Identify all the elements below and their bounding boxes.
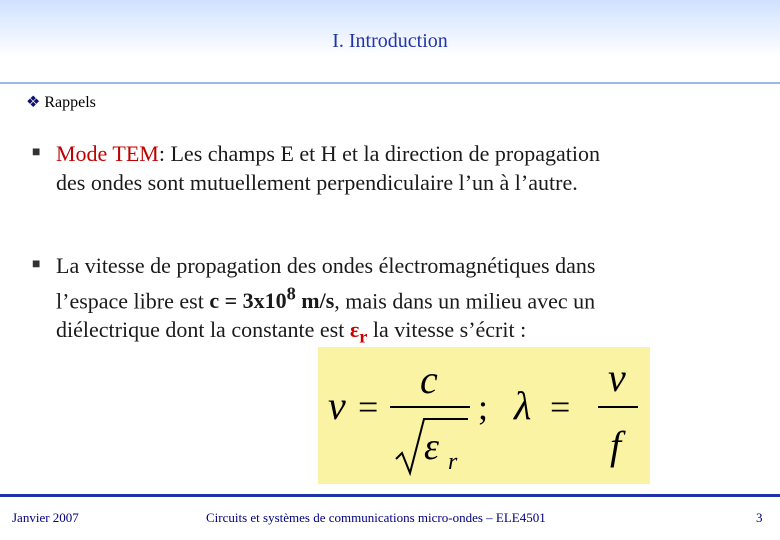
section-heading	[26, 92, 96, 112]
bullet2-line1: La vitesse de propagation des ondes électromagnétiques dans	[56, 253, 596, 278]
formula-c: c	[420, 357, 438, 402]
bullet-paragraph-1	[56, 139, 756, 197]
footer-divider	[0, 494, 780, 497]
speed-of-light: $c = 3x10^8$ m/s	[209, 284, 335, 314]
bullet2-line2a: l’espace libre est	[56, 288, 210, 314]
bullet2-line3a: diélectrique dont la constante est	[56, 317, 350, 343]
formula-subscript-r: r	[448, 449, 458, 475]
formula-v-numerator: v	[608, 355, 626, 400]
formula-semicolon: ;	[478, 387, 489, 427]
square-bullet-icon: ■	[32, 145, 41, 160]
footer-date: Janvier 2007	[12, 510, 79, 525]
bullet-paragraph-2	[56, 251, 756, 352]
slide-title: I. Introduction	[332, 30, 448, 52]
footer-course: Circuits et systèmes de communications micro-ondes – ELE4501	[206, 510, 546, 525]
bullet1-line1: : Les champs E et H et la direction de propagation	[158, 141, 600, 166]
formula-lambda: λ	[514, 383, 532, 428]
formula-equals-1: =	[358, 387, 379, 427]
formula-svg	[318, 347, 650, 484]
formula-image	[318, 347, 650, 484]
formula-epsilon: ε	[424, 426, 439, 468]
formula-equals-2: =	[550, 387, 571, 427]
section-heading-text: Rappels	[44, 94, 96, 111]
footer-page-number: 3	[756, 510, 763, 525]
formula-v: v	[328, 383, 346, 428]
bullet2-line2d: , mais dans un milieu avec un	[334, 288, 596, 314]
bullet2-line3b: la vitesse s’écrit :	[367, 317, 527, 343]
epsilon-r-symbol: $\varepsilon_r$	[349, 317, 368, 347]
header-divider	[0, 82, 780, 84]
bullet1-line2: des ondes sont mutuellement perpendiculaire l’un à l’autre.	[56, 170, 578, 195]
formula-f-denominator: f	[610, 423, 622, 468]
mode-tem-label: Mode TEM	[56, 141, 159, 166]
square-bullet-icon: ■	[32, 257, 41, 272]
diamond-bullet-icon: ❖	[26, 94, 41, 111]
